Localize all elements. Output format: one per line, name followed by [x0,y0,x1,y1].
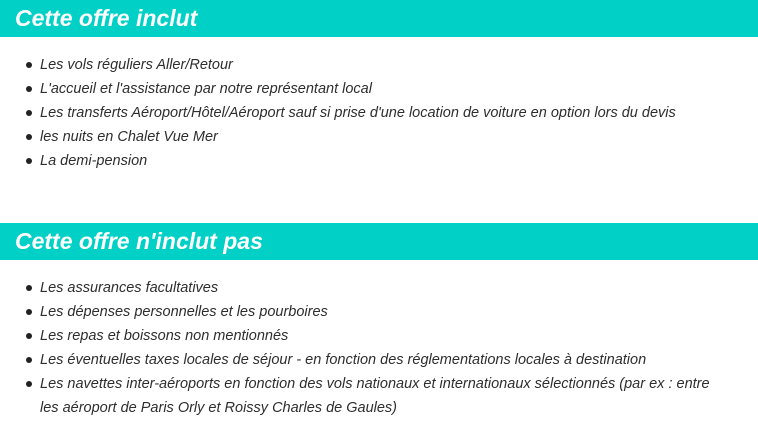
bullet-icon [26,357,32,363]
bullet-icon [26,86,32,92]
bullet-icon [26,285,32,291]
list-item [0,77,758,101]
list-item-text: La demi-pension [40,153,148,169]
list-item [0,149,758,173]
list-item-text: Les assurances facultatives [40,280,219,296]
excluded-list [0,276,758,420]
list-item-text: Les dépenses personnelles et les pourboires [40,304,328,320]
list-item-text: Les vols réguliers Aller/Retour [40,57,233,73]
list-item [0,300,758,324]
bullet-icon [26,381,32,387]
bullet-icon [26,333,32,339]
included-list [0,53,758,173]
list-item [0,348,758,372]
bullet-icon [26,309,32,315]
list-item [0,276,758,300]
list-item [0,324,758,348]
bullet-icon [26,158,32,164]
list-item-text: Les navettes inter-aéroports en fonction des vols nationaux et internationaux sélectionnés (par ex : entre les aéroport de Paris Orly et Roissy Charles de Gaules) [40,376,710,416]
list-item-text: L'accueil et l'assistance par notre représentant local [40,81,372,97]
bullet-icon [26,110,32,116]
list-item [0,125,758,149]
list-item [0,372,758,420]
list-item-text: les nuits en Chalet Vue Mer [40,129,218,145]
excluded-section-title: Cette offre n'inclut pas [0,223,758,260]
bullet-icon [26,134,32,140]
list-item [0,53,758,77]
list-item-text: Les transferts Aéroport/Hôtel/Aéroport sauf si prise d'une location de voiture en option lors du devis [40,105,676,121]
included-section-title: Cette offre inclut [0,0,758,37]
list-item-text: Les repas et boissons non mentionnés [40,328,289,344]
bullet-icon [26,62,32,68]
list-item [0,101,758,125]
list-item-text: Les éventuelles taxes locales de séjour - en fonction des réglementations locales à destination [40,352,647,368]
